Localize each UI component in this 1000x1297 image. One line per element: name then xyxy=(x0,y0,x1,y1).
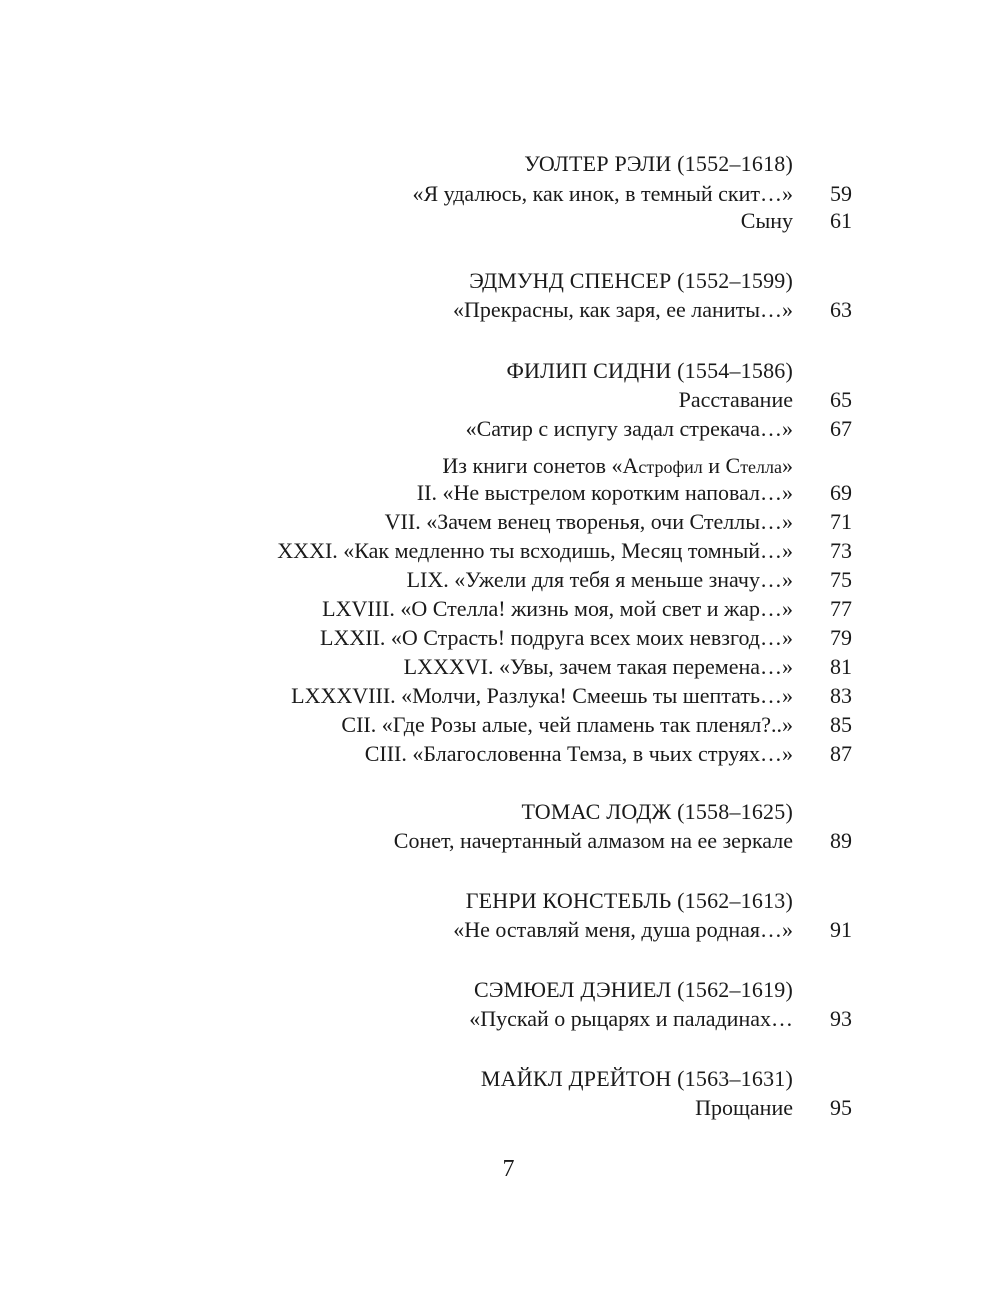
toc-entry-title[interactable]: LXXXVIII. «Молчи, Разлука! Смеешь ты шептать…» xyxy=(291,683,793,708)
author-heading: СЭМЮЕЛ ДЭНИЕЛ (1562–1619) xyxy=(473,977,793,1002)
toc-entry-title[interactable]: LXVIII. «О Стелла! жизнь моя, мой свет и жар…» xyxy=(322,596,793,621)
toc-entry-title[interactable]: Сыну xyxy=(740,208,793,233)
toc-entry-title[interactable]: «Прекрасны, как заря, ее ланиты…» xyxy=(452,297,793,322)
toc-entry-title[interactable]: Прощание xyxy=(695,1095,793,1120)
toc-entry-page: 65 xyxy=(830,387,852,412)
toc-entry-title[interactable]: LXXII. «О Страсть! подруга всех моих невзгод…» xyxy=(320,625,793,650)
toc-entry-title[interactable]: «Я удалюсь, как инок, в темный скит…» xyxy=(412,181,793,206)
toc-entry-page: 95 xyxy=(830,1095,852,1120)
toc-entry-page: 61 xyxy=(830,208,852,233)
toc-entry-title[interactable]: Расставание xyxy=(678,387,793,412)
author-heading: УОЛТЕР РЭЛИ (1552–1618) xyxy=(524,151,793,176)
toc-entry-title[interactable]: LXXXVI. «Увы, зачем такая перемена…» xyxy=(403,654,793,679)
toc-entry-title[interactable]: CII. «Где Розы алые, чей пламень так пленял?..» xyxy=(341,712,793,737)
toc-entry-title[interactable]: XXXI. «Как медленно ты всходишь, Месяц томный…» xyxy=(277,538,793,563)
toc-entry-title[interactable]: «Сатир с испугу задал стрекача…» xyxy=(465,416,793,441)
toc-entry-title[interactable]: VII. «Зачем венец творенья, очи Стеллы…» xyxy=(384,509,793,534)
author-heading: ЭДМУНД СПЕНСЕР (1552–1599) xyxy=(469,268,793,293)
toc-entry-page: 71 xyxy=(830,509,852,534)
toc-entry-page: 63 xyxy=(830,297,852,322)
author-heading: ТОМАС ЛОДЖ (1558–1625) xyxy=(521,799,793,824)
toc-entry-page: 91 xyxy=(830,917,852,942)
toc-entry-page: 59 xyxy=(830,181,852,206)
toc-entry-page: 87 xyxy=(830,741,852,766)
toc-entry-title[interactable]: LIX. «Ужели для тебя я меньше значу…» xyxy=(406,567,793,592)
toc-entry-page: 93 xyxy=(830,1006,852,1031)
author-heading: ГЕНРИ КОНСТЕБЛЬ (1562–1613) xyxy=(465,888,793,913)
toc-entry-title[interactable]: CIII. «Благословенна Темза, в чьих струях…» xyxy=(364,741,793,766)
toc-entry-page: 69 xyxy=(830,480,852,505)
toc-entry-page: 67 xyxy=(830,416,852,441)
toc-entry-page: 83 xyxy=(830,683,852,708)
toc-entry-title[interactable]: Сонет, начертанный алмазом на ее зеркале xyxy=(393,828,793,853)
author-heading: МАЙКЛ ДРЕЙТОН (1563–1631) xyxy=(480,1066,793,1091)
toc-entry-page: 85 xyxy=(830,712,852,737)
collection-subheading: Из книги сонетов «Астрофил и Стелла» xyxy=(442,453,793,478)
toc-entry-page: 89 xyxy=(830,828,852,853)
toc-entry-page: 73 xyxy=(830,538,852,563)
toc-entry-page: 79 xyxy=(830,625,852,650)
toc-entry-title[interactable]: «Пускай о рыцарях и паладинах… xyxy=(469,1006,793,1031)
toc-entry-title[interactable]: «Не оставляй меня, душа родная…» xyxy=(453,917,793,942)
author-heading: ФИЛИП СИДНИ (1554–1586) xyxy=(506,358,793,383)
toc-entry-page: 75 xyxy=(830,567,852,592)
toc-entry-page: 81 xyxy=(830,654,852,679)
page-number: 7 xyxy=(502,1156,515,1182)
toc-entry-title[interactable]: II. «Не выстрелом коротким наповал…» xyxy=(416,480,793,505)
toc-entry-page: 77 xyxy=(830,596,852,621)
